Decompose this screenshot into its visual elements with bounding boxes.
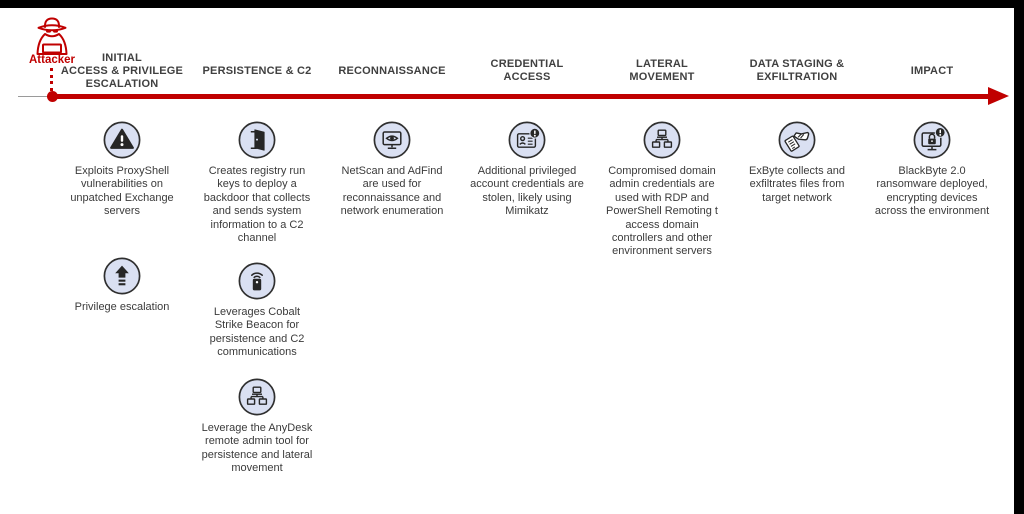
stage-col-initial-access [52,121,192,514]
header-line: CREDENTIAL [490,58,564,70]
attack-step-item [862,121,1002,219]
stage-col-credential-access [457,121,597,514]
credential-card-alert-icon [508,121,546,159]
step-text: Compromised domain admin credentials are used with RDP and PowerShell Remoting t access domain controllers and other environment servers [606,165,718,258]
attack-step-item [727,121,867,205]
lateral-network-icon [643,121,681,159]
step-text: Leverages Cobalt Strike Beacon for persistence and C2 communications [209,306,305,359]
step-text: Additional privileged account credentials are stolen, likely using Mimikatz [470,165,584,218]
header-line: MOVEMENT [629,71,695,83]
anydesk-network-icon [238,378,276,416]
stage-col-persistence-c2 [187,121,327,514]
step-text: BlackByte 2.0 ransomware deployed, encrypting devices across the environment [874,165,990,218]
attack-step-item [187,121,327,245]
stage-header-persistence-c2 [187,44,327,98]
attack-step-item [52,121,192,219]
header-line: ACCESS & PRIVILEGE [60,64,184,77]
stage-col-reconnaissance [322,121,462,514]
header-line: RECONNAISSANCE [338,64,446,77]
door-backdoor-icon [238,121,276,159]
cobalt-strike-beacon-icon [238,262,276,300]
exfiltration-hand-icon [778,121,816,159]
header-line: DATA STAGING & [749,58,845,70]
stage-header-lateral-movement [592,44,732,98]
step-text: ExByte collects and exfiltrates files from target network [749,165,845,204]
step-text: Leverage the AnyDesk remote admin tool for persistence and lateral movement [201,422,313,475]
header-line: INITIAL [102,51,142,64]
header-line: ACCESS [503,71,551,83]
attack-step-item [592,121,732,259]
header-line: EXFILTRATION [756,71,838,83]
stage-col-data-staging [727,121,867,514]
stage-header-credential-access [457,44,597,98]
stage-header-impact [862,44,1002,98]
step-text: Privilege escalation [74,301,170,313]
attack-step-item [52,257,192,314]
top-black-bar [0,0,1024,8]
stage-header-data-staging [727,44,867,98]
header-line: LATERAL [636,58,688,70]
attack-step-item [187,262,327,360]
attack-step-item [187,378,327,476]
stage-col-impact [862,121,1002,514]
header-line: PERSISTENCE & C2 [202,64,312,77]
step-text: Exploits ProxyShell vulnerabilities on unpatched Exchange servers [70,165,174,218]
header-line: ESCALATION [85,77,159,90]
header-line: IMPACT [910,64,954,77]
privilege-escalation-icon [103,257,141,295]
ransomware-monitor-icon [913,121,951,159]
recon-monitor-eye-icon [373,121,411,159]
stage-col-lateral-movement [592,121,732,514]
attack-step-item [322,121,462,219]
right-black-bar [1014,0,1024,514]
attacker-label: Attacker [28,54,76,66]
attack-step-item [457,121,597,219]
stage-header-reconnaissance [322,44,462,98]
step-text: Creates registry run keys to deploy a backdoor that collects and sends system information to a C2 channel [203,165,311,245]
warning-triangle-icon [103,121,141,159]
stage-header-initial-access [52,44,192,98]
step-text: NetScan and AdFind are used for reconnaissance and network enumeration [340,165,444,218]
